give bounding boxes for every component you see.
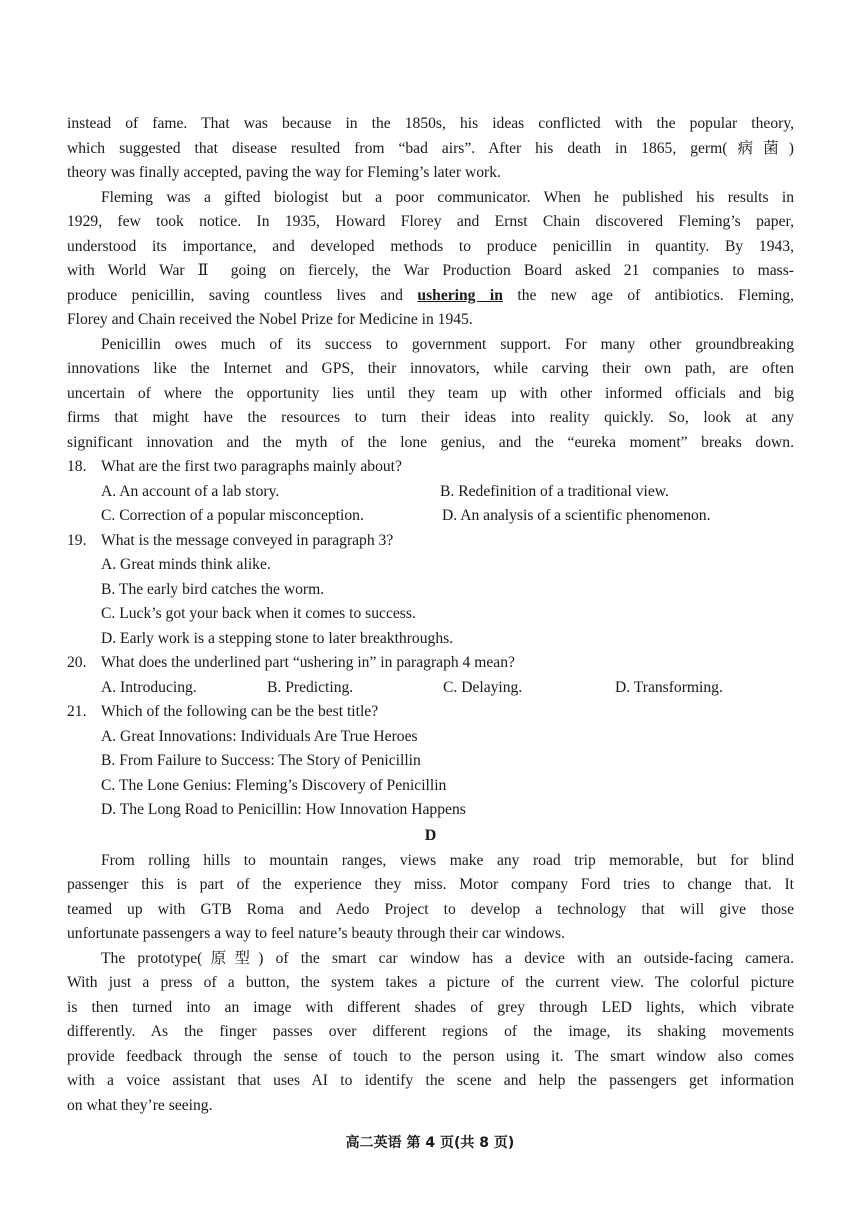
text-line: passenger this is part of the experience they miss. Motor company Ford tries to change that. It xyxy=(67,876,794,893)
question-18 xyxy=(67,455,794,529)
option-d: D. Transforming. xyxy=(615,678,723,696)
text-line: differently. As the finger passes over different regions of the image, its shaking movements xyxy=(67,1023,794,1040)
question-text: Which of the following can be the best title? xyxy=(101,703,379,720)
text-line: The prototype(原型) of the smart car window has a device with an outside-facing camera. xyxy=(101,949,794,967)
paragraph-d1 xyxy=(67,849,794,947)
option-a: A. An account of a lab story. xyxy=(101,482,280,500)
text-line: with a voice assistant that uses AI to identify the scene and help the passengers get information xyxy=(67,1072,794,1089)
text-line: innovations like the Internet and GPS, their innovators, while carving their own path, are often xyxy=(67,360,794,377)
paragraph-3 xyxy=(67,333,794,456)
option-a: A. Great Innovations: Individuals Are True Heroes xyxy=(101,727,418,745)
underlined-phrase: ushering in xyxy=(417,286,503,304)
option-d: D. Early work is a stepping stone to later breakthroughs. xyxy=(101,629,454,647)
option-b: B. The early bird catches the worm. xyxy=(101,580,325,598)
text-line: understood its importance, and developed methods to produce penicillin in quantity. By 1943, xyxy=(67,237,794,255)
text-line: which suggested that disease resulted from “bad airs”. After his death in 1865, germ(病菌) xyxy=(67,139,794,157)
text-line: significant innovation and the myth of the lone genius, and the “eureka moment” breaks down. xyxy=(67,433,794,451)
option-c: C. Luck’s got your back when it comes to success. xyxy=(101,605,416,622)
text-line: uncertain of where the opportunity lies until they team up with other informed officials and big xyxy=(67,384,794,402)
text-line: Fleming was a gifted biologist but a poor communicator. When he published his results in xyxy=(101,188,794,206)
option-b: B. Predicting. xyxy=(267,678,354,696)
option-b: B. Redefinition of a traditional view. xyxy=(440,482,669,500)
text-line xyxy=(67,284,794,309)
question-21 xyxy=(67,700,794,823)
text-line: provide feedback through the sense of touch to the person using it. The smart window also comes xyxy=(67,1047,794,1065)
question-number: 18. xyxy=(67,458,87,475)
option-c: C. Correction of a popular misconception. xyxy=(101,507,364,524)
question-text: What does the underlined part “ushering in” in paragraph 4 mean? xyxy=(101,654,515,671)
question-text: What are the first two paragraphs mainly about? xyxy=(101,458,402,475)
text-line: Penicillin owes much of its success to government support. For many other groundbreaking xyxy=(101,335,794,353)
question-19 xyxy=(67,529,794,652)
question-number: 21. xyxy=(67,703,87,720)
text-line: is then turned into an image with different shades of grey through LED lights, which vibrate xyxy=(67,998,794,1016)
text-line: From rolling hills to mountain ranges, views make any road trip memorable, but for blind xyxy=(101,851,794,869)
option-a: A. Introducing. xyxy=(101,678,197,696)
question-20 xyxy=(67,651,794,700)
text-line: 1929, few took notice. In 1935, Howard Florey and Ernst Chain discovered Fleming’s paper, xyxy=(67,213,794,230)
text-line: unfortunate passengers a way to feel nature’s beauty through their car windows. xyxy=(67,925,565,942)
question-number: 19. xyxy=(67,531,87,549)
text-fragment: produce penicillin, saving countless lives and xyxy=(67,286,403,304)
text-line: instead of fame. That was because in the 1850s, his ideas conflicted with the popular theory, xyxy=(67,115,794,132)
paragraph-d2 xyxy=(67,947,794,1119)
text-fragment: the new age of antibiotics. Fleming, xyxy=(517,286,794,304)
option-b: B. From Failure to Success: The Story of Penicillin xyxy=(101,752,421,769)
text-line: on what they’re seeing. xyxy=(67,1096,213,1114)
question-text: What is the message conveyed in paragraph 3? xyxy=(101,531,394,549)
option-c: C. The Lone Genius: Fleming’s Discovery of Penicillin xyxy=(101,776,447,794)
text-line: Florey and Chain received the Nobel Prize for Medicine in 1945. xyxy=(67,311,473,328)
text-line: with World War Ⅱ going on fiercely, the War Production Board asked 21 companies to mass- xyxy=(67,262,794,279)
paragraph-1 xyxy=(67,112,794,186)
option-c: C. Delaying. xyxy=(443,678,523,696)
text-line: theory was finally accepted, paving the way for Fleming’s later work. xyxy=(67,164,501,181)
text-line: teamed up with GTB Roma and Aedo Project to develop a technology that will give those xyxy=(67,900,794,918)
paragraph-2 xyxy=(67,186,794,333)
option-d: D. An analysis of a scientific phenomenon. xyxy=(442,507,711,524)
question-number: 20. xyxy=(67,654,87,671)
option-d: D. The Long Road to Penicillin: How Innovation Happens xyxy=(101,801,466,818)
text-line: firms that might have the resources to turn their ideas into reality quickly. So, look at any xyxy=(67,409,794,426)
exam-page xyxy=(67,112,794,1118)
page-footer: 高二英语 第 4 页(共 8 页) xyxy=(345,1135,515,1151)
section-heading: D xyxy=(424,826,437,844)
option-a: A. Great minds think alike. xyxy=(101,556,271,573)
text-line: With just a press of a button, the system takes a picture of the current view. The colorful picture xyxy=(67,974,794,991)
